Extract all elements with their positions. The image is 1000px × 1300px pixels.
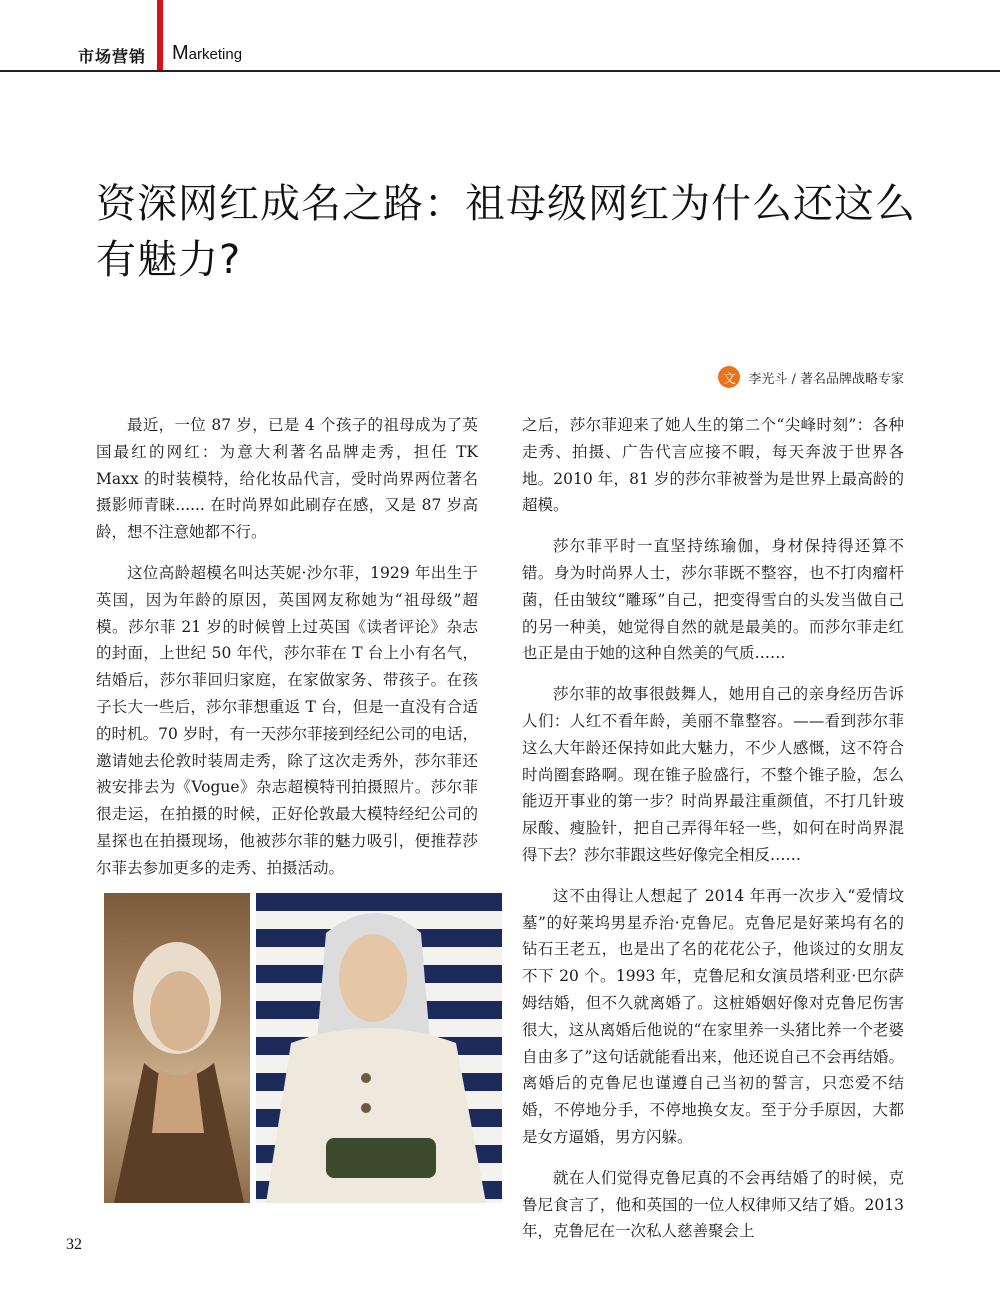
page-number: 32 xyxy=(66,1236,82,1253)
photo-young-model xyxy=(104,893,250,1203)
paragraph: 莎尔菲平时一直坚持练瑜伽，身材保持得还算不错。身为时尚界人士，莎尔菲既不整容，也不打肉瘤杆菌，任由皱纹“雕琢”自己，把变得雪白的头发当做自己的另一种美，她觉得自然的就是最美的。而莎尔菲走红也正是由于她的这种自然美的气质…… xyxy=(522,537,904,663)
byline-text: 李光斗 / 著名品牌战略专家 xyxy=(748,371,904,387)
article-column-left xyxy=(96,412,478,877)
photo-senior-model-illustration xyxy=(256,893,502,1203)
paragraph-continuation: 之后，莎尔菲迎来了她人生的第二个“尖峰时刻”：各种走秀、拍摄、广告代言应接不暇，每天奔波于世界各地。2010 年，81 岁的莎尔菲被誉为是世界上最高龄的超模。 xyxy=(522,416,904,515)
article-column-right xyxy=(522,412,904,1241)
section-label-cn: 市场营销 xyxy=(78,47,147,66)
paragraph: 就在人们觉得克鲁尼真的不会再结婚了的时候，克鲁尼食言了，他和英国的一位人权律师又结了婚。2013 年，克鲁尼在一次私人慈善聚会上 xyxy=(522,1168,904,1241)
author-badge-icon: 文 xyxy=(718,366,740,388)
header-accent-bar xyxy=(157,0,163,70)
paragraph: 这不由得让人想起了 2014 年再一次步入“爱情坟墓”的好莱坞男星乔治·克鲁尼。克鲁尼是好莱坞有名的钻石王老五，也是出了名的花花公子，他谈过的女朋友不下 20 个。1993 年，克鲁尼和女演员塔利亚·巴尔萨姆结婚，但不久就离婚了。这桩婚姻好像对克鲁尼伤害很大，这从离婚后他说的“在家里养一头猪比养一个老婆自由多了”这句话就能看出来，他还说自己不会再结婚。离婚后的克鲁尼也谨遵自己当初的誓言，只恋爱不结婚，不停地分手，不停地换女友。至于分手原因，大都是女方逼婚，男方闪躲。 xyxy=(522,886,904,1146)
section-label-en xyxy=(172,42,242,65)
byline xyxy=(718,366,904,388)
section-label-en-initial: M xyxy=(172,42,189,64)
photo-senior-model xyxy=(256,893,502,1203)
article-title: 资深网红成名之路：祖母级网红为什么还这么有魅力? xyxy=(96,181,916,283)
paragraph: 最近，一位 87 岁，已是 4 个孩子的祖母成为了英国最红的网红：为意大利著名品牌走秀，担任 TK Maxx 的时装模特，给化妆品代言，受时尚界两位著名摄影师青睐...... 在时尚界如此刷存在感，又是 87 岁高龄，想不注意她都不行。 xyxy=(96,416,478,542)
paragraph: 这位高龄超模名叫达芙妮·沙尔菲，1929 年出生于英国，因为年龄的原因，英国网友称她为“祖母级”超模。莎尔菲 21 岁的时候曾上过英国《读者评论》杂志的封面，上世纪 50 年代，莎尔菲在 T 台上小有名气，结婚后，莎尔菲回归家庭，在家做家务、带孩子。在孩子长大一些后，莎尔菲想重返 T 台，但是一直没有合适的时机。70 岁时，有一天莎尔菲接到经纪公司的电话，邀请她去伦敦时装周走秀，除了这次走秀外，莎尔菲还被安排去为《Vogue》杂志超模特刊拍摄照片。莎尔菲很走运，在拍摄的时候，正好伦敦最大模特经纪公司的星探也在拍摄现场，他被莎尔菲的魅力吸引，便推荐莎尔菲去参加更多的走秀、拍摄活动。 xyxy=(96,563,478,877)
section-label-en-rest: arketing xyxy=(188,46,243,63)
paragraph: 莎尔菲的故事很鼓舞人，她用自己的亲身经历告诉人们：人红不看年龄，美丽不靠整容。——看到莎尔菲这么大年龄还保持如此大魅力，不少人感慨，这不符合时尚圈套路啊。现在锥子脸盛行，不整个锥子脸，怎么能迈开事业的第一步？时尚界最注重颜值，不打几针玻尿酸、瘦脸针，把自己弄得年轻一些，如何在时尚界混得下去？莎尔菲跟这些好像完全相反…… xyxy=(522,685,904,864)
photo-young-model-illustration xyxy=(104,893,250,1203)
header-divider xyxy=(0,70,1000,72)
